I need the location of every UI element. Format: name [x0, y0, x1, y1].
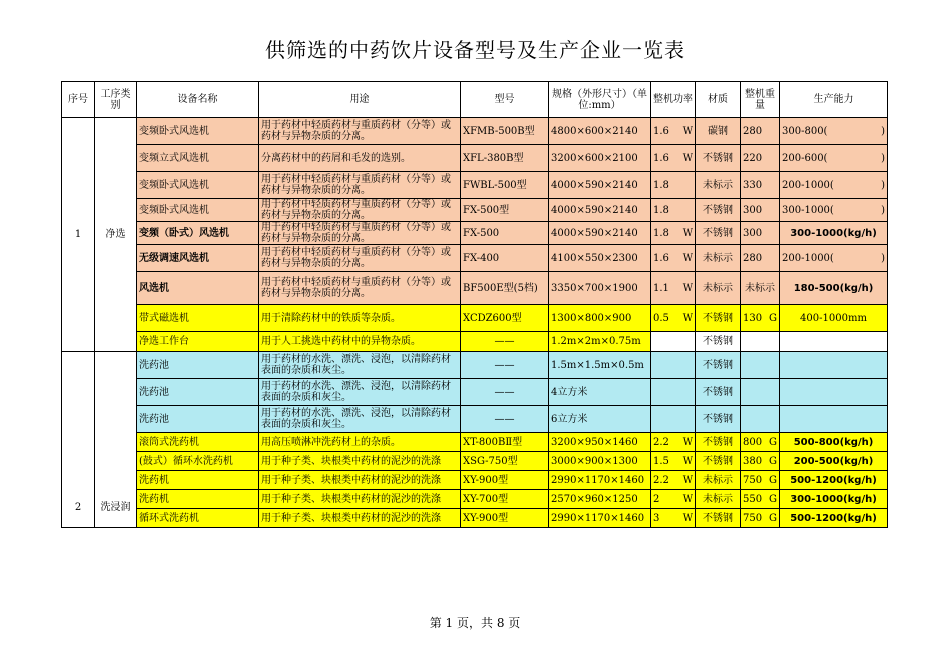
equipment-model: XSG-750型	[461, 452, 549, 471]
equipment-name: 风选机	[137, 272, 259, 305]
equipment-weight: 380 G	[741, 452, 780, 471]
equipment-weight: 300	[741, 222, 780, 245]
group-seq: 2	[62, 352, 95, 528]
equipment-capacity: 200-1000( )	[780, 172, 888, 199]
header-capacity: 生产能力	[780, 82, 888, 118]
equipment-use: 用于药材中轻质药材与重质药材（分等）或药材与异物杂质的分离。	[259, 222, 461, 245]
equipment-use: 用于药材中轻质药材与重质药材（分等）或药材与异物杂质的分离。	[259, 199, 461, 222]
equipment-weight	[741, 379, 780, 406]
equipment-power	[651, 352, 696, 379]
equipment-weight: 550 G	[741, 490, 780, 509]
page-title: 供筛选的中药饮片设备型号及生产企业一览表	[265, 38, 685, 62]
table-row	[62, 352, 888, 379]
equipment-spec: 2990×1170×1460	[549, 471, 651, 490]
table-row	[62, 452, 888, 471]
table-row	[62, 145, 888, 172]
table-row	[62, 272, 888, 305]
equipment-model: XY-700型	[461, 490, 549, 509]
equipment-material: 不锈钢	[696, 406, 741, 433]
equipment-name: 洗药机	[137, 471, 259, 490]
equipment-spec: 1.5m×1.5m×0.5m	[549, 352, 651, 379]
equipment-model: XY-900型	[461, 471, 549, 490]
equipment-material: 不锈钢	[696, 452, 741, 471]
group-stage: 净选	[95, 118, 137, 352]
equipment-spec: 3000×900×1300	[549, 452, 651, 471]
equipment-name: 变频卧式风选机	[137, 199, 259, 222]
equipment-use: 用于药材中轻质药材与重质药材（分等）或药材与异物杂质的分离。	[259, 172, 461, 199]
equipment-use: 用于药材中轻质药材与重质药材（分等）或药材与异物杂质的分离。	[259, 272, 461, 305]
table-row	[62, 199, 888, 222]
header-weight: 整机重量	[741, 82, 780, 118]
equipment-material: 不锈钢	[696, 332, 741, 352]
equipment-material: 不锈钢	[696, 433, 741, 452]
table-row	[62, 332, 888, 352]
equipment-weight	[741, 406, 780, 433]
equipment-model: ——	[461, 406, 549, 433]
group-seq: 1	[62, 118, 95, 352]
equipment-use: 用于种子类、块根类中药材的泥沙的洗涤	[259, 471, 461, 490]
equipment-material: 不锈钢	[696, 305, 741, 332]
equipment-name: 变频立式风选机	[137, 145, 259, 172]
table-row	[62, 490, 888, 509]
equipment-capacity: 200-600( )	[780, 145, 888, 172]
equipment-use: 用于种子类、块根类中药材的泥沙的洗涤	[259, 490, 461, 509]
equipment-use: 用高压喷淋冲洗药材上的杂质。	[259, 433, 461, 452]
equipment-weight: 750 G	[741, 471, 780, 490]
equipment-model: XFMB-500B型	[461, 118, 549, 145]
equipment-name: (鼓式）循环水洗药机	[137, 452, 259, 471]
equipment-use: 用于药材中轻质药材与重质药材（分等）或药材与异物杂质的分离。	[259, 245, 461, 272]
header-power: 整机功率	[651, 82, 696, 118]
equipment-use: 用于药材的水洗、漂洗、浸泡，以清除药材表面的杂质和灰尘。	[259, 379, 461, 406]
equipment-power: 2.2 W	[651, 471, 696, 490]
equipment-model: XFL-380B型	[461, 145, 549, 172]
header-seq: 序号	[62, 82, 95, 118]
equipment-power: 1.8 W	[651, 222, 696, 245]
header-row	[62, 82, 888, 118]
equipment-use: 分离药材中的药屑和毛发的选别。	[259, 145, 461, 172]
table-row	[62, 471, 888, 490]
equipment-weight: 280	[741, 118, 780, 145]
equipment-use: 用于清除药材中的铁质等杂质。	[259, 305, 461, 332]
equipment-model: XT-800BⅡ型	[461, 433, 549, 452]
equipment-name: 变频（卧式）风选机	[137, 222, 259, 245]
equipment-capacity: 300-1000(kg/h)	[780, 222, 888, 245]
equipment-name: 洗药池	[137, 352, 259, 379]
header-use: 用途	[259, 82, 461, 118]
table-row	[62, 406, 888, 433]
equipment-model: ——	[461, 379, 549, 406]
equipment-capacity: 500-1200(kg/h)	[780, 471, 888, 490]
equipment-material: 未标示	[696, 172, 741, 199]
page-footer: 第 1 页，共 8 页	[429, 616, 521, 630]
equipment-spec: 4800×600×2140	[549, 118, 651, 145]
equipment-name: 带式磁选机	[137, 305, 259, 332]
equipment-model: XY-900型	[461, 509, 549, 528]
table-row	[62, 222, 888, 245]
equipment-material: 不锈钢	[696, 509, 741, 528]
table-row	[62, 379, 888, 406]
equipment-model: FX-500型	[461, 199, 549, 222]
equipment-capacity	[780, 352, 888, 379]
equipment-capacity: 300-1000( )	[780, 199, 888, 222]
equipment-power	[651, 332, 696, 352]
equipment-model: ——	[461, 352, 549, 379]
equipment-material: 未标示	[696, 490, 741, 509]
equipment-model: FX-500	[461, 222, 549, 245]
equipment-model: XCDZ600型	[461, 305, 549, 332]
equipment-use: 用于药材的水洗、漂洗、浸泡，以清除药材表面的杂质和灰尘。	[259, 406, 461, 433]
equipment-spec: 1.2m×2m×0.75m	[549, 332, 651, 352]
header-model: 型号	[461, 82, 549, 118]
table-row	[62, 245, 888, 272]
equipment-spec: 4000×590×2140	[549, 172, 651, 199]
equipment-name: 变频卧式风选机	[137, 118, 259, 145]
equipment-spec: 3200×600×2100	[549, 145, 651, 172]
equipment-name: 净选工作台	[137, 332, 259, 352]
equipment-weight: 220	[741, 145, 780, 172]
equipment-spec: 6立方米	[549, 406, 651, 433]
equipment-power: 1.6 W	[651, 145, 696, 172]
equipment-use: 用于药材中轻质药材与重质药材（分等）或药材与异物杂质的分离。	[259, 118, 461, 145]
equipment-capacity	[780, 379, 888, 406]
equipment-spec: 3200×950×1460	[549, 433, 651, 452]
equipment-material: 不锈钢	[696, 199, 741, 222]
equipment-spec: 4立方米	[549, 379, 651, 406]
equipment-capacity: 300-800( )	[780, 118, 888, 145]
equipment-power: 1.8	[651, 199, 696, 222]
equipment-capacity: 200-1000( )	[780, 245, 888, 272]
equipment-name: 洗药池	[137, 406, 259, 433]
equipment-material: 未标示	[696, 272, 741, 305]
equipment-power: 2 W	[651, 490, 696, 509]
equipment-name: 变频卧式风选机	[137, 172, 259, 199]
header-name: 设备名称	[137, 82, 259, 118]
equipment-table	[61, 81, 888, 528]
equipment-name: 洗药机	[137, 490, 259, 509]
equipment-power: 1.8	[651, 172, 696, 199]
equipment-power: 2.2 W	[651, 433, 696, 452]
equipment-power	[651, 379, 696, 406]
equipment-use: 用于种子类、块根类中药材的泥沙的洗涤	[259, 509, 461, 528]
equipment-weight: 未标示	[741, 272, 780, 305]
header-stage: 工序类别	[95, 82, 137, 118]
equipment-model: FWBL-500型	[461, 172, 549, 199]
equipment-use: 用于药材的水洗、漂洗、浸泡，以清除药材表面的杂质和灰尘。	[259, 352, 461, 379]
equipment-material: 不锈钢	[696, 352, 741, 379]
equipment-spec: 3350×700×1900	[549, 272, 651, 305]
equipment-material: 碳钢	[696, 118, 741, 145]
header-material: 材质	[696, 82, 741, 118]
equipment-capacity: 400-1000mm	[780, 305, 888, 332]
equipment-name: 无级调速风选机	[137, 245, 259, 272]
equipment-power: 0.5 W	[651, 305, 696, 332]
equipment-capacity: 500-800(kg/h)	[780, 433, 888, 452]
equipment-material: 不锈钢	[696, 145, 741, 172]
equipment-weight	[741, 332, 780, 352]
equipment-weight	[741, 352, 780, 379]
equipment-power: 3 W	[651, 509, 696, 528]
equipment-capacity: 200-500(kg/h)	[780, 452, 888, 471]
equipment-weight: 750 G	[741, 509, 780, 528]
group-stage: 洗浸润	[95, 352, 137, 528]
equipment-spec: 4000×590×2140	[549, 199, 651, 222]
equipment-capacity: 180-500(kg/h)	[780, 272, 888, 305]
table-row	[62, 433, 888, 452]
equipment-weight: 280	[741, 245, 780, 272]
equipment-spec: 2570×960×1250	[549, 490, 651, 509]
equipment-spec: 1300×800×900	[549, 305, 651, 332]
equipment-name: 循环式洗药机	[137, 509, 259, 528]
equipment-spec: 4100×550×2300	[549, 245, 651, 272]
table-row	[62, 509, 888, 528]
equipment-capacity	[780, 406, 888, 433]
table-row	[62, 118, 888, 145]
equipment-weight: 130 G	[741, 305, 780, 332]
equipment-power: 1.1 W	[651, 272, 696, 305]
header-spec: 规格（外形尺寸）（单位:mm）	[549, 82, 651, 118]
equipment-weight: 300	[741, 199, 780, 222]
equipment-spec: 4000×590×2140	[549, 222, 651, 245]
equipment-use: 用于种子类、块根类中药材的泥沙的洗涤	[259, 452, 461, 471]
equipment-power: 1.6 W	[651, 245, 696, 272]
equipment-capacity: 300-1000(kg/h)	[780, 490, 888, 509]
equipment-name: 洗药池	[137, 379, 259, 406]
equipment-weight: 330	[741, 172, 780, 199]
equipment-material: 不锈钢	[696, 222, 741, 245]
table-row	[62, 305, 888, 332]
equipment-power	[651, 406, 696, 433]
equipment-model: ——	[461, 332, 549, 352]
equipment-model: FX-400	[461, 245, 549, 272]
equipment-material: 未标示	[696, 471, 741, 490]
equipment-spec: 2990×1170×1460	[549, 509, 651, 528]
equipment-material: 不锈钢	[696, 379, 741, 406]
equipment-name: 滚筒式洗药机	[137, 433, 259, 452]
equipment-capacity: 500-1200(kg/h)	[780, 509, 888, 528]
equipment-material: 未标示	[696, 245, 741, 272]
equipment-power: 1.6 W	[651, 118, 696, 145]
equipment-model: BF500E型(5档)	[461, 272, 549, 305]
equipment-use: 用于人工挑选中药材中的异物杂质。	[259, 332, 461, 352]
equipment-capacity	[780, 332, 888, 352]
equipment-weight: 800 G	[741, 433, 780, 452]
table-row	[62, 172, 888, 199]
equipment-power: 1.5 W	[651, 452, 696, 471]
